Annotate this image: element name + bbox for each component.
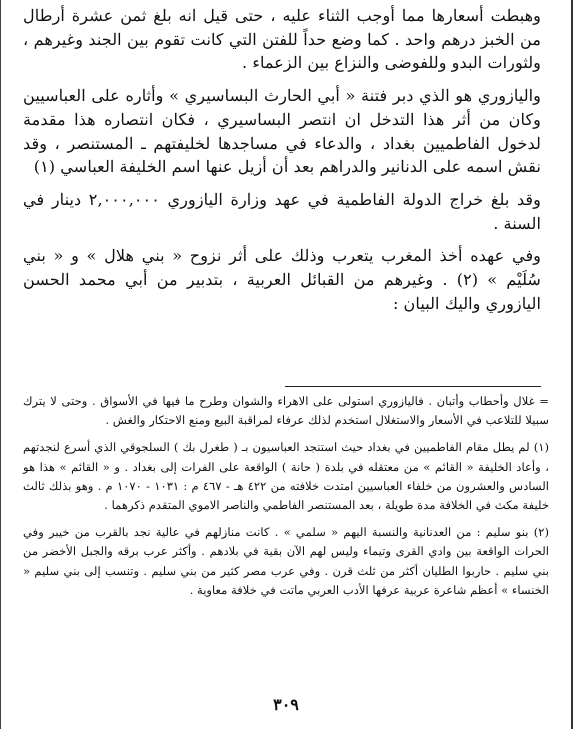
footnote-separator xyxy=(285,386,541,387)
paragraph-4: وفي عهده أخذ المغرب يتعرب وذلك على أثر نزوح « بني هلال » و « بني سُلَيْم » (٢) . وغيرهم من القبائل العربية ، بتدبير من أبي محمد الحسن اليازوري واليك البيان : xyxy=(23,246,541,313)
page-number: ٣٠٩ xyxy=(273,695,299,714)
footnotes xyxy=(23,392,549,608)
footnote-1: (١) لم يطل مقام الفاطميين في بغداد حيث استنجد العباسيون بـ ( طغرل بك ) السلجوقي الذي أسرع لنجدتهم ، وأعاد الخليفة « القائم » من معتقله في بلدة ( حانة ) الواقعة على الفرات إلى بغداد . و « القائم » هذا هو السادس والعشرون من خلفاء العباسيين امتدت خلافته من ٤٢٢ هـ - ٤٦٧ م : ١٠٣١ - ١٠٧٠ م . وهو بذلك ثالث خليفة مكث في الخلافة مدة طويلة ، بعد المستنصر الفاطمي والناصر الاموي المتقدم ذكرهما . xyxy=(23,440,549,513)
main-text xyxy=(23,4,541,324)
paragraph-3: وقد بلغ خراج الدولة الفاطمية في عهد وزارة اليازوري ٢,٠٠٠,٠٠٠ دينار في السنة . xyxy=(23,189,541,233)
paragraph-2: واليازوري هو الذي دبر فتنة « أبي الحارث البساسيري » وأثاره على العباسيين وكان من أثر هذا التدخل ان انتصر البساسيري ، فكان انتصاره هذا مقدمة لدخول الفاطميين بغداد ، والدعاء في مساجدها لخليفتهم ـ المستنصر ، وقد نقش اسمه على الدنانير والدراهم بعد أن أزيل عنها اسم الخليفة العباسي (١) xyxy=(23,86,541,177)
paragraph-1: وهبطت أسعارها مما أوجب الثناء عليه ، حتى قيل انه بلغ ثمن عشرة أرطال من الخبز درهم واحد . كما وضع حداً للفتن التي كانت تقوم بين الجند وغيرهم ، ولثورات البدو وللفوضى والنزاع بين الزعماء . xyxy=(23,6,541,73)
footnote-2: (٢) بنو سليم : من العدنانية والنسبة اليهم « سلمي » . كانت منازلهم في عالية نجد بالقرب من خيبر وفي الحرات الواقعة بين وادي القرى وتيماء وليس لهم الآن بقية في بلادهم . وأكثر عرب برقه والجبل الأخضر من بني سليم . حاربوا الطليان أكثر من ثلث قرن . وفي عرب مصر كثير من بني سليم . وتنسب إلى بني سليم « الخنساء » أعظم شاعرة عربية عرفها الأدب العربي ماتت في خلافة معاوية . xyxy=(23,525,549,597)
footnote-continued: = غلال وأحطاب وأتبان . فاليازوري استولى على الاهراء والشوان وطرح ما فيها في الأسواق . وحتى لا يترك سبيلا للتلاعب في الأسعار والاستغلال استخدم لذلك عرفاء لمراقبة البيع ومنع الاحتكار والغش . xyxy=(23,394,549,428)
